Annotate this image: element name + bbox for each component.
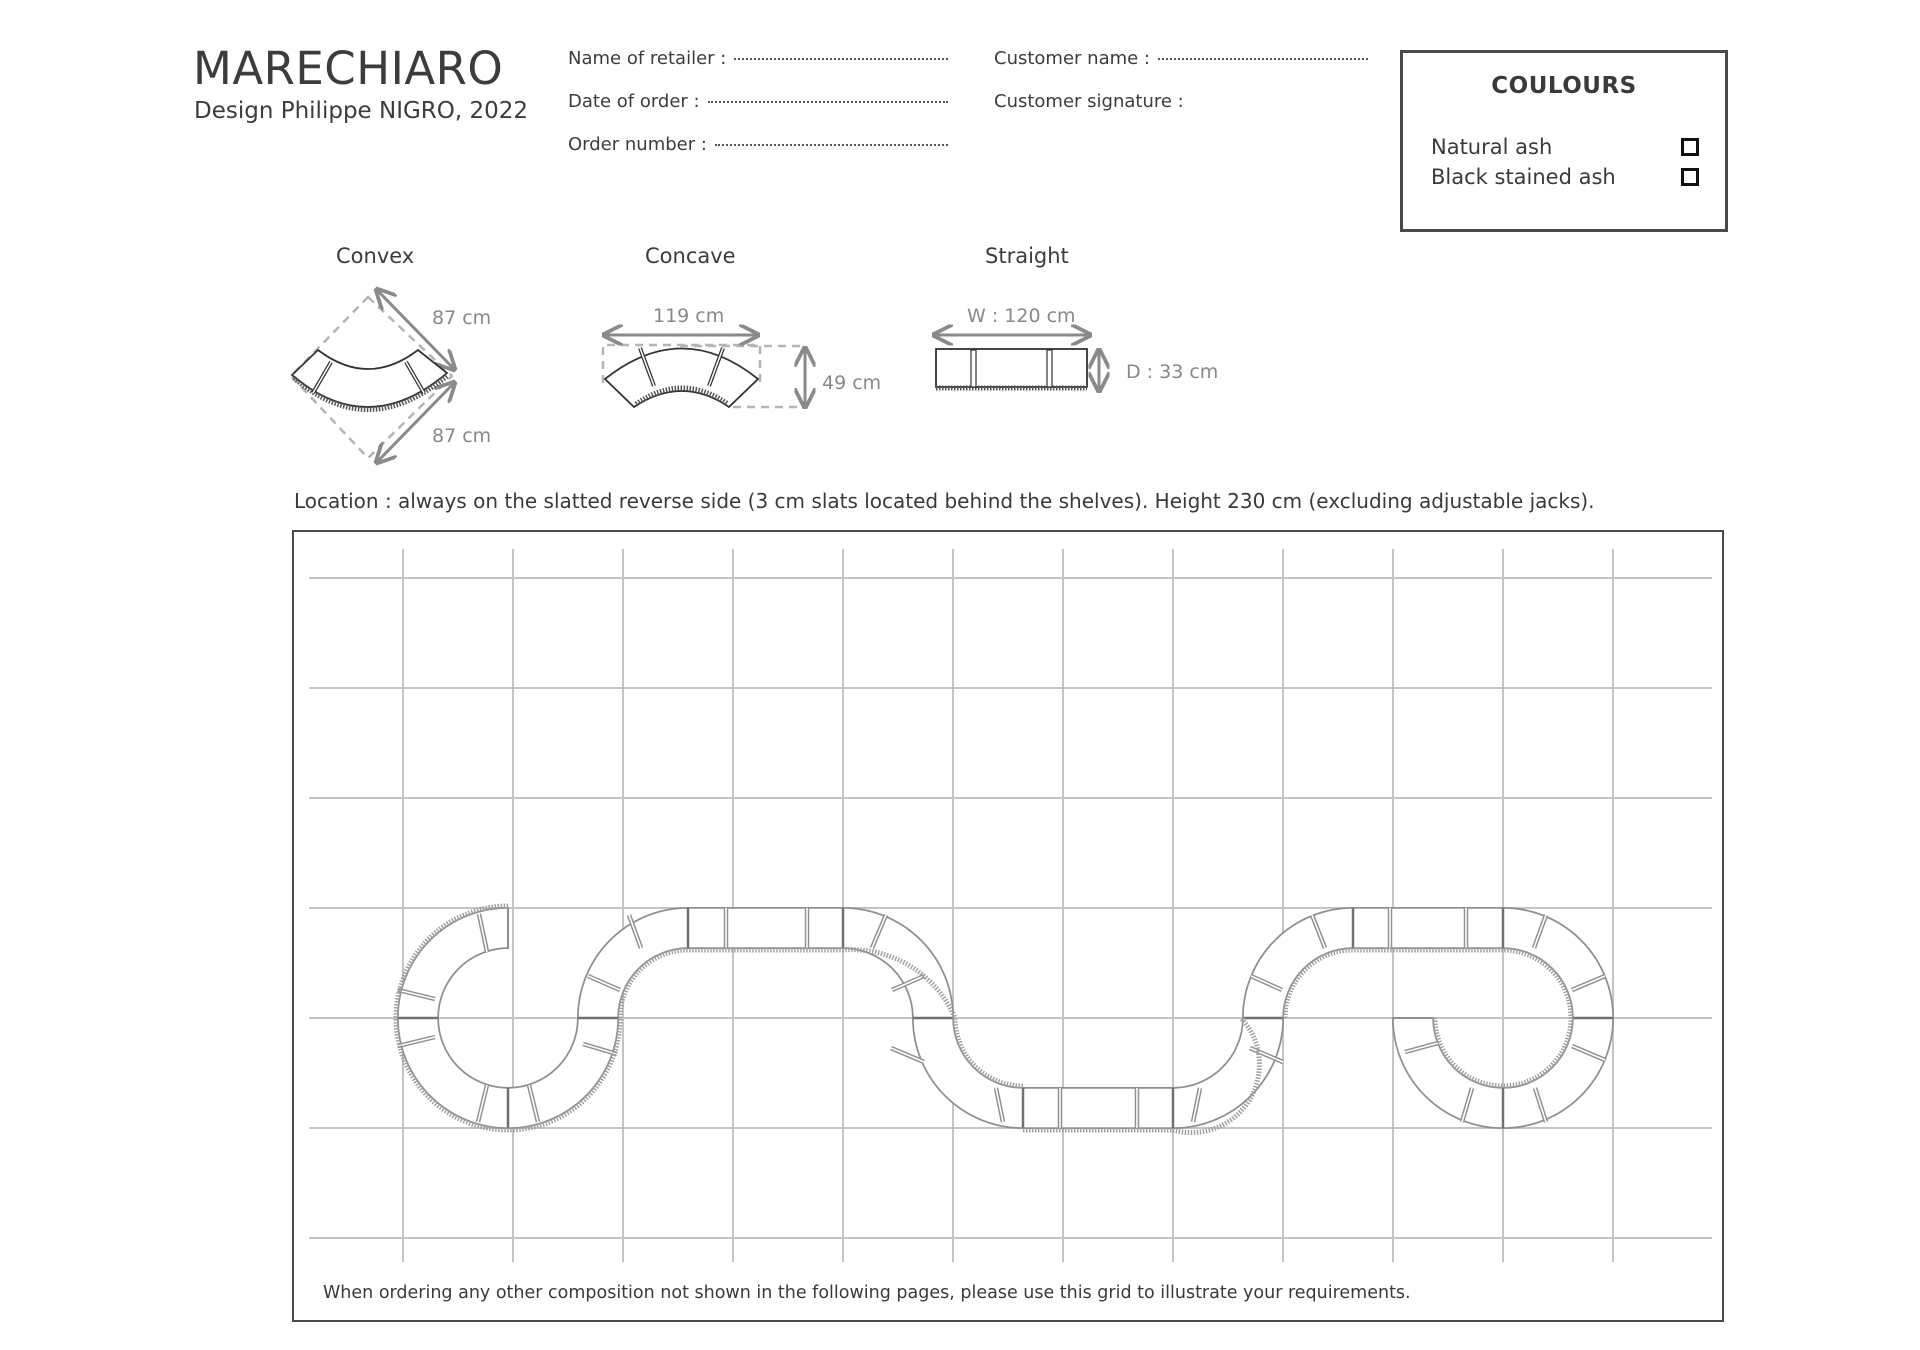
designer-subtitle: Design Philippe NIGRO, 2022 (194, 98, 529, 124)
location-note: Location : always on the slatted reverse side (3 cm slats located behind the shelves). Height 230 cm (excluding adjustable jacks). (294, 489, 1595, 513)
order-date-label: Date of order : (568, 91, 700, 112)
module-label-concave: Concave (645, 244, 736, 268)
colour-option-label: Black stained ash (1431, 165, 1616, 189)
convex-module-icon (291, 291, 453, 461)
straight-dimension-depth: D : 33 cm (1126, 361, 1219, 383)
convex-dimension-lower: 87 cm (432, 425, 492, 447)
grid-instructions: When ordering any other composition not shown in the following pages, please use this grid to illustrate your requirements. (323, 1283, 1411, 1303)
straight-dimension-width: W : 120 cm (967, 305, 1076, 327)
colour-option-label: Natural ash (1431, 135, 1553, 159)
product-title: MARECHIARO (193, 42, 504, 95)
order-number-label: Order number : (568, 134, 707, 155)
composition-grid-box (292, 530, 1724, 1322)
colours-title: COULOURS (1491, 73, 1637, 99)
straight-module-icon (936, 335, 1099, 389)
module-diagrams (0, 0, 1920, 520)
concave-dimension-depth: 49 cm (822, 372, 882, 394)
customer-signature-label: Customer signature : (994, 91, 1184, 112)
concave-dimension-width: 119 cm (653, 305, 725, 327)
module-label-convex: Convex (336, 244, 415, 268)
retailer-name-label: Name of retailer : (568, 48, 727, 69)
concave-module-icon (603, 335, 805, 407)
customer-name-label: Customer name : (994, 48, 1150, 69)
convex-dimension-upper: 87 cm (432, 307, 492, 329)
module-label-straight: Straight (985, 244, 1069, 268)
